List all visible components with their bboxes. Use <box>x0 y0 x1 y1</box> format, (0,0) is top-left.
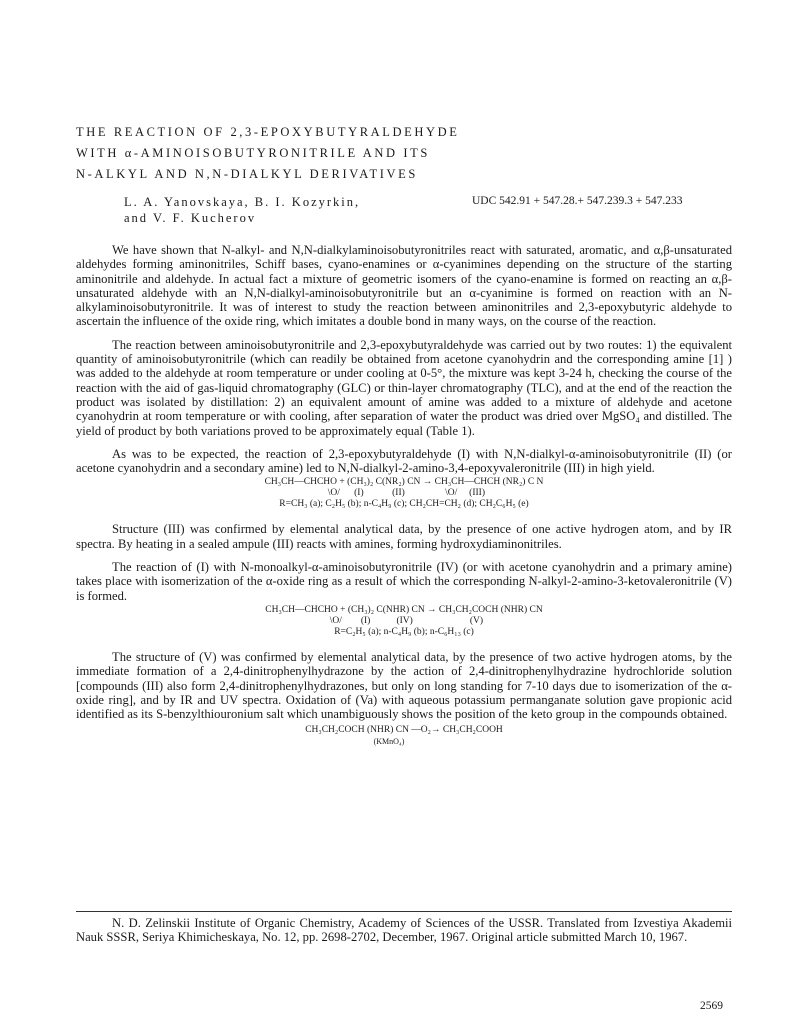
authors <box>124 194 454 226</box>
reaction-scheme-1 <box>76 477 732 510</box>
paragraph-intro: We have shown that N-alkyl- and N,N-dialkylaminoisobutyronitriles react with saturated, aromatic, and α,β-unsaturated aldehydes forming aminonitriles, Schiff bases, cyano-enamines or α-cyanimines depending on the structure of the starting aminonitrile and aldehyde. In actual fact a mixture of geometric isomers of the cyano-enamine is formed on reacting an α,β-unsaturated aldehyde with an N,N-dialkyl-aminoisobutyronitrile but an α-cyanimine is formed on reaction with an N-alkylaminoisobutyronitrile. It was of interest to study the reaction between aminonitriles and 2,3-epoxybutyric aldehyde to ascertain the influence of the oxide ring, which imitates a double bond in many ways, on the course of the reaction. <box>76 243 732 329</box>
footnote <box>76 911 732 945</box>
reaction-scheme-2 <box>76 605 732 638</box>
reaction-2-substituents: R=C₂H₅ (a); n-C₄H₉ (b); n-C₆H₁₃ (c) <box>334 626 474 637</box>
reaction-3-equation: CH₃CH₂COCH (NHR) CN —O₂→ CH₃CH₂COOH <box>305 725 503 736</box>
paragraph-structure-v: The structure of (V) was confirmed by elemental analytical data, by the presence of two active hydrogen atoms, by the immediate formation of a 2,4-dinitrophenylhydrazone by the action of 2,4-dinitrophenylhydrazine hydrochloride solution [compounds (III) also form 2,4-dinitrophenylhydrazones, but only on long standing for 7-10 days due to isomerization of the α-oxide ring], and by IR and UV spectra. Oxidation of (Va) with aqueous potassium permanganate solution gave propionic acid identified as its S-benzylthiouronium salt which unambiguously shows the position of the keto group in the compounds obtained. <box>76 649 732 722</box>
page-number: 2569 <box>700 1000 723 1012</box>
article-body <box>76 243 732 747</box>
paragraph-reaction-iv: The reaction of (I) with N-monoalkyl-α-aminoisobutyronitrile (IV) (or with acetone cyanohydrin and a primary amine) takes place with isomerization of the α-oxide ring as a result of which the corresponding N-alkyl-2-amino-3-ketovaleronitrile (V) is formed. <box>76 560 732 603</box>
authors-line-1: L. A. Yanovskaya, B. I. Kozyrkin, <box>124 195 361 209</box>
reaction-1-substituents: R=CH₃ (a); C₂H₅ (b); n-C₄H₉ (c); CH₂CH=CH₂ (d); CH₂C₆H₅ (e) <box>279 499 529 510</box>
reaction-1-oxide-labels: \O/ (I) (II) \O/ (III) <box>323 488 485 499</box>
reaction-3-reagent: (KMnO₄) <box>373 737 405 747</box>
title-line-3: N-ALKYL AND N,N-DIALKYL DERIVATIVES <box>76 167 418 181</box>
paragraph-structure-iii: Structure (III) was confirmed by elemental analytical data, by the presence of one active hydrogen atom, and by IR spectra. By heating in a sealed ampule (III) reacts with amines, forming hydroxydiaminonitriles. <box>76 522 732 551</box>
footnote-text: N. D. Zelinskii Institute of Organic Chemistry, Academy of Sciences of the USSR. Translated from Izvestiya Akademii Nauk SSSR, Seriya Khimicheskaya, No. 12, pp. 2698-2702, December, 1967. Original article submitted March 10, 1967. <box>76 916 732 945</box>
reaction-2-equation: CH₃CH—CHCHO + (CH₃)₂ C(NHR) CN → CH₃CH₂COCH (NHR) CN <box>265 604 543 615</box>
reaction-2-oxide-labels: \O/ (I) (IV) (V) <box>324 615 484 626</box>
authors-line-2: and V. F. Kucherov <box>124 211 257 225</box>
footnote-rule <box>76 911 732 912</box>
udc-code: UDC 542.91 + 547.28.+ 547.239.3 + 547.233 <box>472 195 683 207</box>
reaction-1-equation: CH₃CH—CHCHO + (CH₃)₂ C(NR₂) CN → CH₃CH—CHCH (NR₂) C N <box>264 477 544 488</box>
paragraph-method: The reaction between aminoisobutyronitrile and 2,3-epoxybutyraldehyde was carried out by two routes: 1) the equivalent quantity of aminoisobutyronitrile (which can readily be obtained from acetone cyanohydrin and the corresponding amine [1] ) was added to the aldehyde at room temperature or under cooling at 0-5°, the mixture was kept 3-24 h, checking the course of the reaction with the aid of gas-liquid chromatography (GLC) or thin-layer chromatography (TLC), and at the end of the reaction the product was isolated by distillation: 2) an equivalent amount of amine was added to a mixture of aldehyde and acetone cyanohydrin at room temperature or with cooling, after separation of water the product was dried over MgSO₄ and distilled. The yield of product by both variations proved to be approximately equal (Table 1). <box>76 337 732 438</box>
reaction-scheme-3 <box>76 725 732 747</box>
title-line-1: THE REACTION OF 2,3-EPOXYBUTYRALDEHYDE <box>76 125 460 139</box>
title-line-2: WITH α-AMINOISOBUTYRONITRILE AND ITS <box>76 146 430 160</box>
paper-title <box>76 122 596 185</box>
paragraph-reaction-ii: As was to be expected, the reaction of 2,3-epoxybutyraldehyde (I) with N,N-dialkyl-α-aminoisobutyronitrile (II) (or acetone cyanohydrin and a secondary amine) led to N,N-dialkyl-2-amino-3,4-epoxyvaleronitrile (III) in high yield. <box>76 446 732 476</box>
